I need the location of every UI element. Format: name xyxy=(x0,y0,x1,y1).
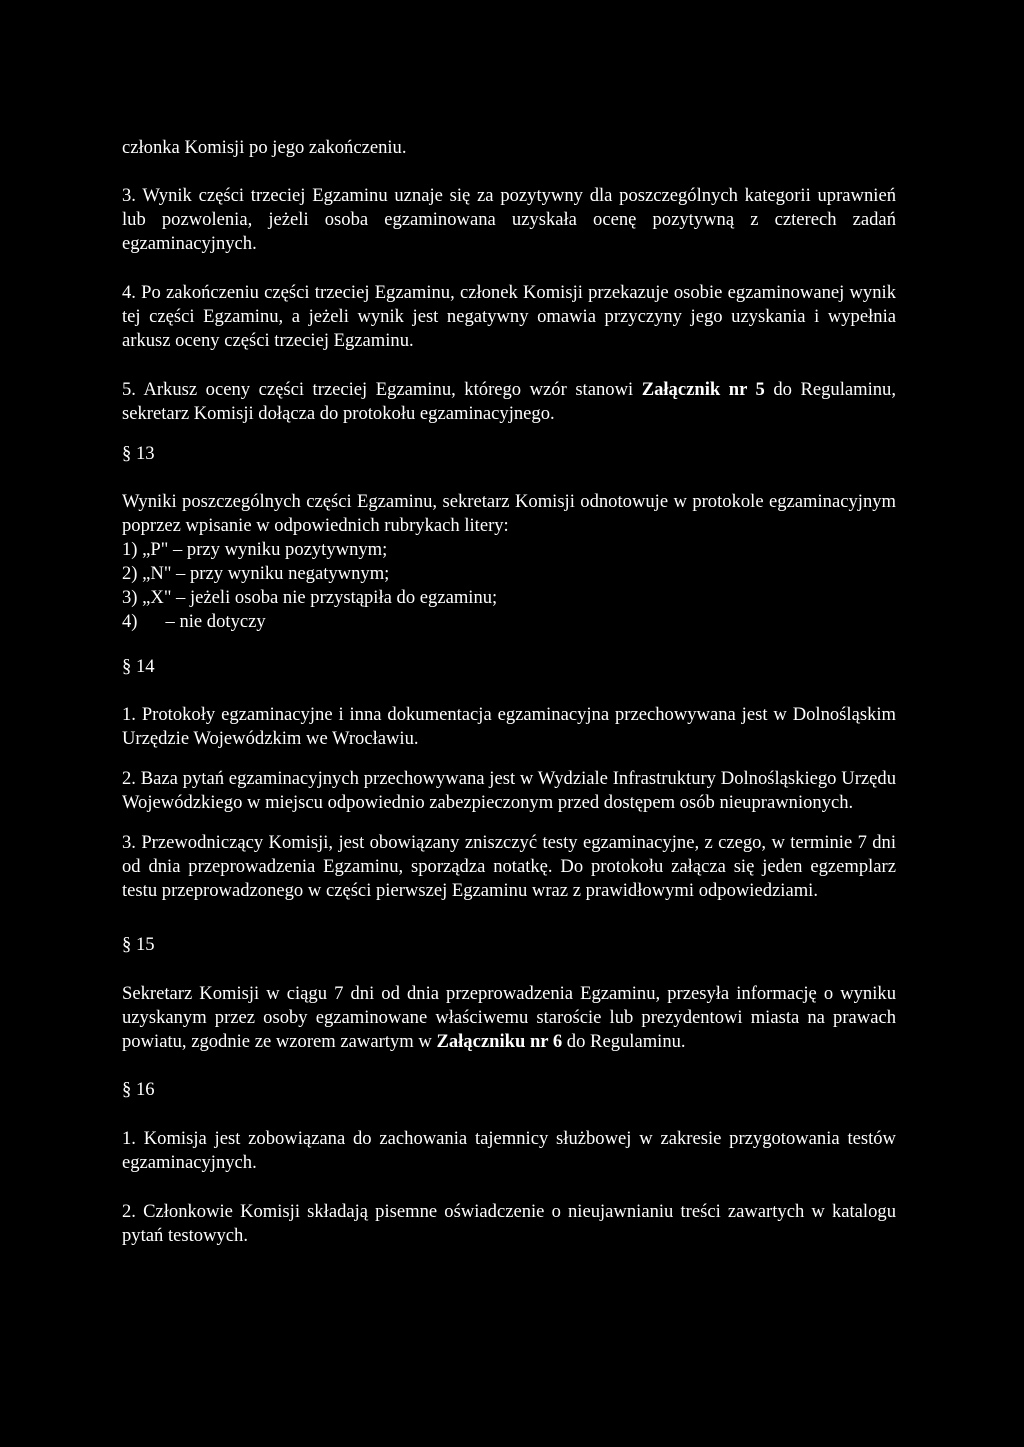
document-page xyxy=(122,136,896,1248)
s13-item-3: 3) „X" – jeżeli osoba nie przystąpiła do egzaminu; xyxy=(122,587,498,608)
s12-p5-text-b: do Regulaminu, sekretarz Komisji dołącza do protokołu egzaminacyjnego. xyxy=(122,379,896,424)
s15-paragraph xyxy=(122,982,896,1054)
s13-intro: Wyniki poszczególnych części Egzaminu, sekretarz Komisji odnotowuje w protokole egzaminacyjnym poprzez wpisanie w odpowiednich rubrykach litery: xyxy=(122,491,896,536)
section-16-heading: § 16 xyxy=(122,1079,155,1100)
s13-item-4-number: 4) xyxy=(122,611,138,632)
s13-item-4 xyxy=(122,610,896,634)
intro-line: członka Komisji po jego zakończeniu. xyxy=(122,137,407,158)
s13-item-2: 2) „N" – przy wyniku negatywnym; xyxy=(122,563,390,584)
section-14-heading: § 14 xyxy=(122,656,155,677)
s15-text-a: Sekretarz Komisji w ciągu 7 dni od dnia przeprowadzenia Egzaminu, przesyła informację o wyniku uzyskanym przez osoby egzaminowane właściwemu staroście lub prezydentowi miasta na prawach powiatu, zgodnie ze wzorem zawartym w xyxy=(122,983,896,1052)
s13-item-1: 1) „P" – przy wyniku pozytywnym; xyxy=(122,539,388,560)
s13-item-4-text: – nie dotyczy xyxy=(165,611,266,632)
attachment-5-ref: Załącznik nr 5 xyxy=(641,379,765,400)
s16-paragraph-1: 1. Komisja jest zobowiązana do zachowania tajemnicy służbowej w zakresie przygotowania testów egzaminacyjnych. xyxy=(122,1128,896,1173)
s12-p5-text-a: 5. Arkusz oceny części trzeciej Egzaminu, którego wzór stanowi xyxy=(122,379,642,400)
s14-paragraph-2: 2. Baza pytań egzaminacyjnych przechowywana jest w Wydziale Infrastruktury Dolnośląskiego Urzędu Wojewódzkiego w miejscu odpowiednio zabezpieczonym przed dostępem osób nieuprawnionych. xyxy=(122,768,896,813)
s12-paragraph-5 xyxy=(122,378,896,426)
s14-paragraph-3: 3. Przewodniczący Komisji, jest obowiązany zniszczyć testy egzaminacyjne, z czego, w terminie 7 dni od dnia przeprowadzenia Egzaminu, sporządza notatkę. Do protokołu załącza się jeden egzemplarz testu przeprowadzonego w części pierwszej Egzaminu wraz z prawidłowymi odpowiedziami. xyxy=(122,832,896,901)
s15-text-b: do Regulaminu. xyxy=(562,1031,686,1052)
section-13-heading: § 13 xyxy=(122,443,155,464)
s16-paragraph-2: 2. Członkowie Komisji składają pisemne oświadczenie o nieujawnianiu treści zawartych w katalogu pytań testowych. xyxy=(122,1201,896,1246)
section-15-heading: § 15 xyxy=(122,934,155,955)
s14-paragraph-1: 1. Protokoły egzaminacyjne i inna dokumentacja egzaminacyjna przechowywana jest w Dolnośląskim Urzędzie Wojewódzkim we Wrocławiu. xyxy=(122,704,896,749)
attachment-6-ref: Załączniku nr 6 xyxy=(436,1031,563,1052)
s12-paragraph-4: 4. Po zakończeniu części trzeciej Egzaminu, członek Komisji przekazuje osobie egzaminowanej wynik tej części Egzaminu, a jeżeli wynik jest negatywny omawia przyczyny jego uzyskania i wypełnia arkusz oceny części trzeciej Egzaminu. xyxy=(122,282,896,351)
s12-paragraph-3: 3. Wynik części trzeciej Egzaminu uznaje się za pozytywny dla poszczególnych kategorii uprawnień lub pozwolenia, jeżeli osoba egzaminowana uzyskała ocenę pozytywną z czterech zadań egzaminacyjnych. xyxy=(122,185,896,254)
